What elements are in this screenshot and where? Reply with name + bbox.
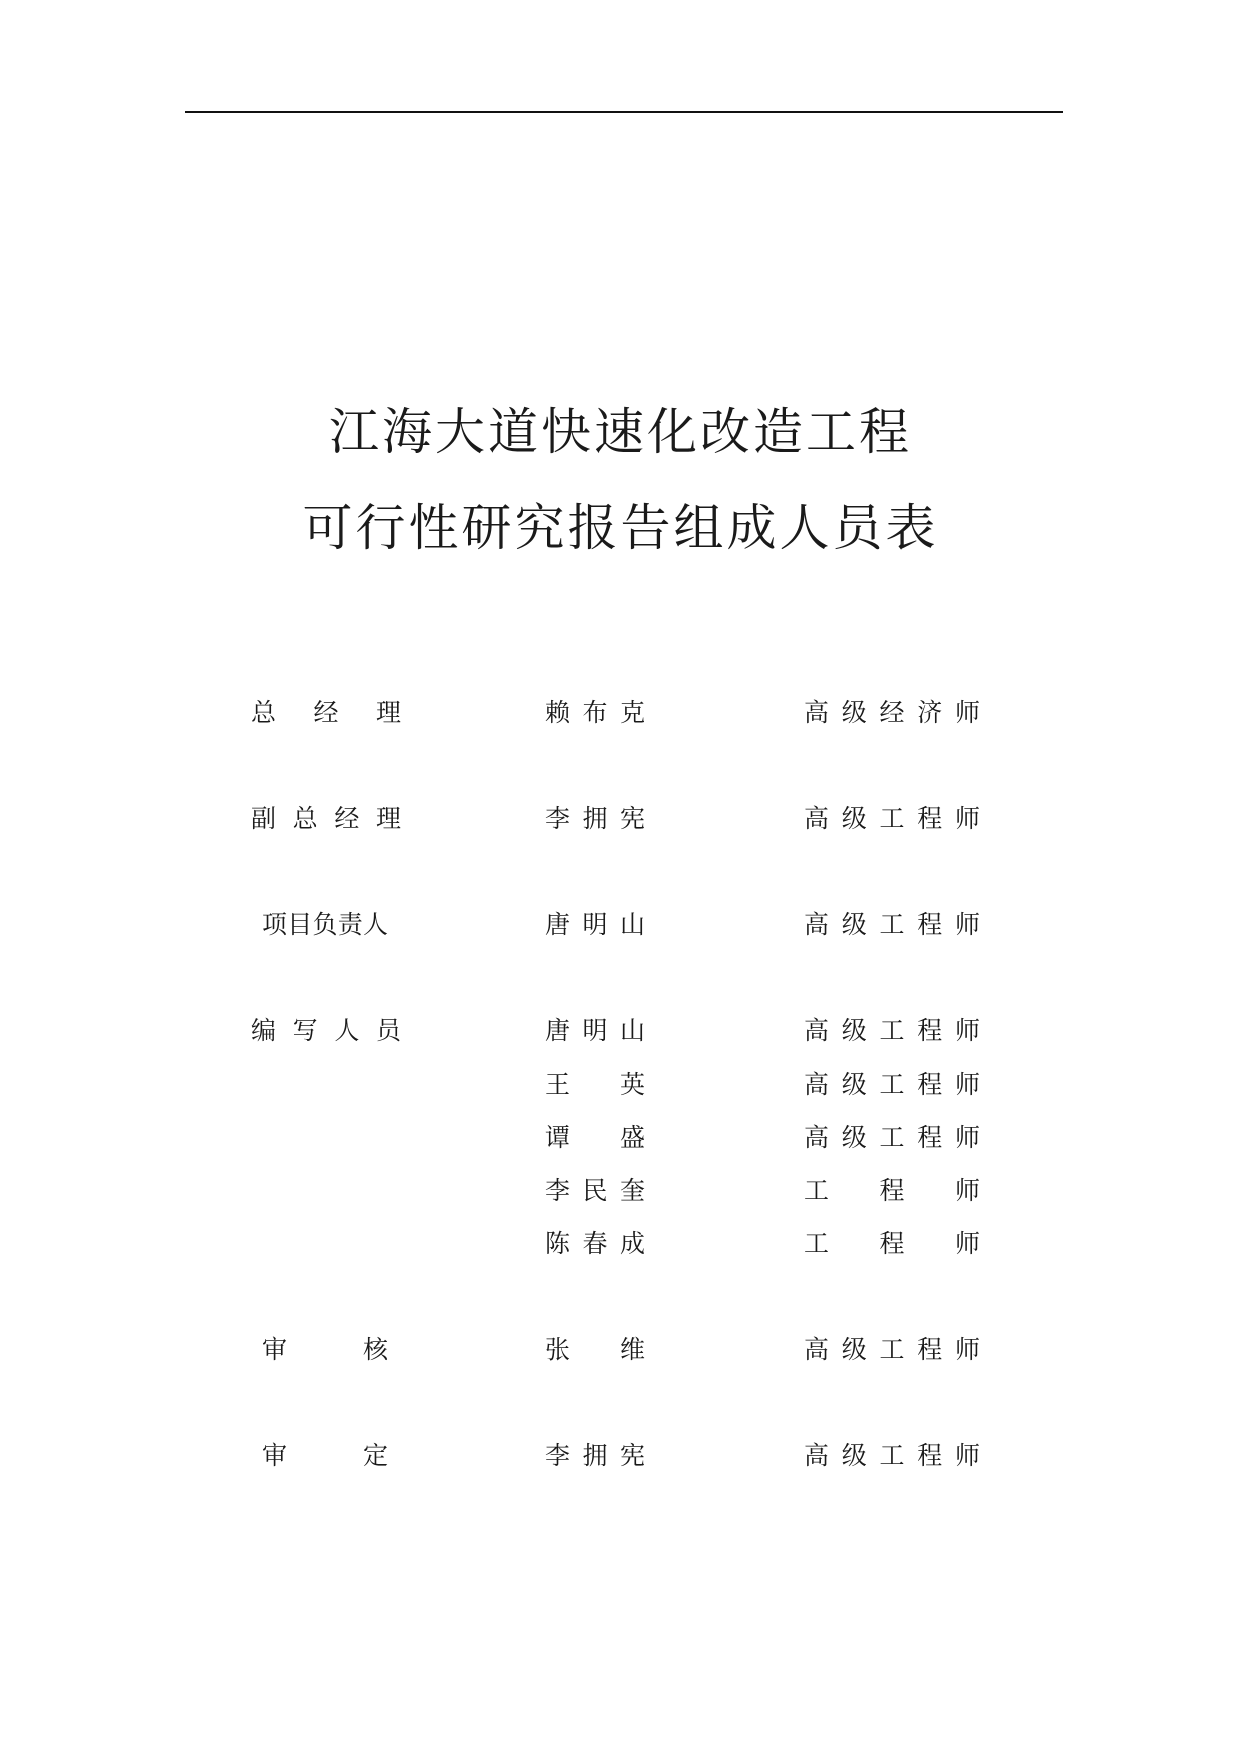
roster-name — [545, 1069, 645, 1101]
roster-role-char: 责 — [337, 910, 363, 939]
roster-title-char: 师 — [954, 1016, 980, 1045]
roster-title-char: 工 — [804, 1229, 830, 1258]
roster-role-char: 写 — [292, 1016, 318, 1045]
document-title-line2: 可行性研究报告组成人员表 — [302, 499, 939, 557]
roster-title — [804, 1069, 980, 1101]
document-title-line1: 江海大道快速化改造工程 — [329, 403, 912, 461]
roster-role-char: 编 — [251, 1016, 277, 1045]
roster-title-char: 程 — [917, 910, 943, 939]
roster-role — [262, 1334, 388, 1366]
roster-name — [545, 1440, 645, 1472]
roster-title-char: 工 — [879, 1070, 905, 1099]
roster-name-char: 宪 — [619, 1441, 645, 1470]
roster-title-char: 程 — [917, 804, 943, 833]
roster-title-char: 师 — [954, 1176, 980, 1205]
roster-title-char: 程 — [917, 1335, 943, 1364]
roster-title-char: 师 — [954, 1335, 980, 1364]
roster-role — [262, 1440, 388, 1472]
roster-role-char: 定 — [362, 1441, 388, 1470]
roster-role-char: 负 — [312, 910, 338, 939]
roster-title-char: 高 — [804, 698, 830, 727]
roster-title-char: 级 — [841, 1016, 867, 1045]
roster-title — [804, 1228, 980, 1260]
roster-title-char: 程 — [879, 1176, 905, 1205]
roster-name-char: 民 — [582, 1176, 608, 1205]
roster-title-char: 工 — [804, 1176, 830, 1205]
roster-name-char: 山 — [619, 910, 645, 939]
roster-title — [804, 1122, 980, 1154]
roster-title-char: 级 — [841, 1335, 867, 1364]
roster-title-char: 级 — [841, 1070, 867, 1099]
roster-name-char: 李 — [545, 1176, 571, 1205]
roster-name — [545, 803, 645, 835]
roster-title-char: 高 — [804, 1016, 830, 1045]
roster-title — [804, 909, 980, 941]
roster-title-char: 程 — [917, 1016, 943, 1045]
roster-role-char: 理 — [375, 804, 401, 833]
roster-name-char: 盛 — [619, 1123, 645, 1152]
roster-name-char: 王 — [545, 1070, 571, 1099]
roster-title-char: 级 — [841, 804, 867, 833]
roster-title-char: 济 — [917, 698, 943, 727]
roster-name-char: 奎 — [619, 1176, 645, 1205]
roster-name — [545, 1228, 645, 1260]
roster-title-char: 高 — [804, 804, 830, 833]
roster-role-char: 总 — [292, 804, 318, 833]
roster-title — [804, 1015, 980, 1047]
roster-title-char: 工 — [879, 1123, 905, 1152]
roster-title — [804, 803, 980, 835]
roster-title-char: 工 — [879, 1016, 905, 1045]
roster-name — [545, 909, 645, 941]
roster-name-char: 谭 — [545, 1123, 571, 1152]
roster-role-char: 经 — [313, 698, 339, 727]
roster-title-char: 高 — [804, 1335, 830, 1364]
roster-role-char: 经 — [334, 804, 360, 833]
roster-title-char: 高 — [804, 1123, 830, 1152]
roster-title-char: 程 — [917, 1123, 943, 1152]
roster-name-char: 春 — [582, 1229, 608, 1258]
roster-role — [262, 909, 388, 941]
roster-name — [545, 1015, 645, 1047]
roster-title-char: 级 — [841, 1441, 867, 1470]
roster-role-char: 人 — [362, 910, 388, 939]
roster-title-char: 工 — [879, 804, 905, 833]
roster-title-char: 师 — [954, 698, 980, 727]
roster-role-char: 目 — [287, 910, 313, 939]
roster-title — [804, 697, 980, 729]
header-rule — [185, 111, 1063, 113]
roster-title-char: 师 — [954, 804, 980, 833]
roster-title-char: 高 — [804, 1441, 830, 1470]
roster-role — [251, 697, 401, 729]
roster-title-char: 程 — [917, 1070, 943, 1099]
roster-name-char: 明 — [582, 910, 608, 939]
roster-title — [804, 1334, 980, 1366]
roster-role-char: 审 — [262, 1335, 288, 1364]
roster-role — [251, 1015, 401, 1047]
roster-title-char: 师 — [954, 1229, 980, 1258]
roster-title-char: 工 — [879, 1441, 905, 1470]
roster-name-char: 张 — [545, 1335, 571, 1364]
roster-name-char: 明 — [582, 1016, 608, 1045]
roster-title-char: 高 — [804, 1070, 830, 1099]
roster-title-char: 程 — [917, 1441, 943, 1470]
roster-title-char: 师 — [954, 1070, 980, 1099]
roster-name-char: 陈 — [545, 1229, 571, 1258]
roster-title-char: 经 — [879, 698, 905, 727]
roster-name-char: 成 — [619, 1229, 645, 1258]
roster-name-char: 维 — [619, 1335, 645, 1364]
roster-name — [545, 697, 645, 729]
roster-name-char: 唐 — [545, 910, 571, 939]
roster-title-char: 级 — [841, 698, 867, 727]
roster-role — [251, 803, 401, 835]
roster-title — [804, 1175, 980, 1207]
roster-title-char: 工 — [879, 910, 905, 939]
roster-role-char: 审 — [262, 1441, 288, 1470]
roster-title-char: 师 — [954, 1123, 980, 1152]
roster-title-char: 工 — [879, 1335, 905, 1364]
roster-name-char: 布 — [582, 698, 608, 727]
roster-name — [545, 1175, 645, 1207]
roster-role-char: 员 — [375, 1016, 401, 1045]
roster-name-char: 赖 — [545, 698, 571, 727]
roster-role-char: 项 — [262, 910, 288, 939]
roster-role-char: 理 — [375, 698, 401, 727]
roster-name-char: 宪 — [619, 804, 645, 833]
roster-title-char: 级 — [841, 1123, 867, 1152]
roster-title-char: 程 — [879, 1229, 905, 1258]
roster-role-char: 核 — [362, 1335, 388, 1364]
roster-name-char: 李 — [545, 1441, 571, 1470]
roster-name-char: 唐 — [545, 1016, 571, 1045]
roster-title-char: 级 — [841, 910, 867, 939]
roster-name — [545, 1122, 645, 1154]
roster-name-char: 克 — [619, 698, 645, 727]
roster-role-char: 人 — [334, 1016, 360, 1045]
roster-name-char: 山 — [619, 1016, 645, 1045]
roster-title — [804, 1440, 980, 1472]
roster-name-char: 英 — [619, 1070, 645, 1099]
roster-name-char: 拥 — [582, 804, 608, 833]
roster-name-char: 拥 — [582, 1441, 608, 1470]
roster-name — [545, 1334, 645, 1366]
roster-title-char: 高 — [804, 910, 830, 939]
roster-role-char: 副 — [251, 804, 277, 833]
roster-title-char: 师 — [954, 1441, 980, 1470]
roster-role-char: 总 — [251, 698, 277, 727]
roster-title-char: 师 — [954, 910, 980, 939]
roster-name-char: 李 — [545, 804, 571, 833]
